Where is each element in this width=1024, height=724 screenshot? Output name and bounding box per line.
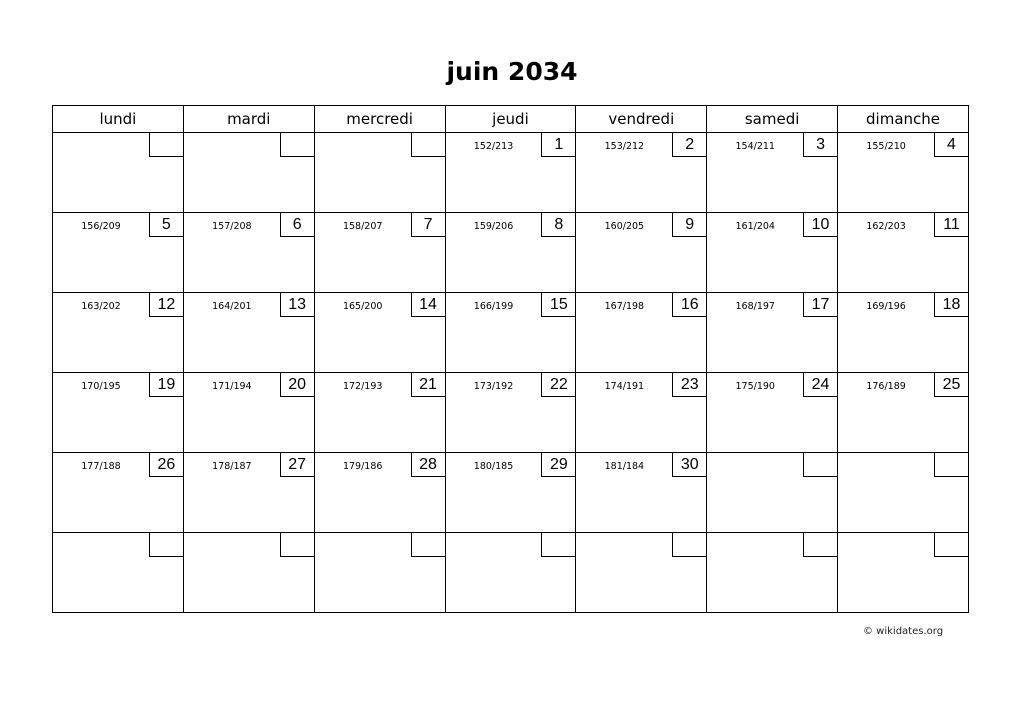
day-number (934, 453, 968, 477)
day-cell (53, 453, 184, 533)
day-number: 14 (411, 293, 445, 317)
day-number: 17 (803, 293, 837, 317)
day-number (149, 133, 183, 157)
week-row (53, 213, 969, 293)
day-cell (576, 213, 707, 293)
day-number: 23 (672, 373, 706, 397)
day-number: 27 (280, 453, 314, 477)
day-number: 25 (934, 373, 968, 397)
day-number: 13 (280, 293, 314, 317)
day-number (149, 533, 183, 557)
day-number: 5 (149, 213, 183, 237)
day-number (934, 533, 968, 557)
day-of-year: 154/211 (735, 141, 775, 152)
day-number: 20 (280, 373, 314, 397)
day-of-year: 165/200 (342, 301, 383, 312)
day-of-year: 156/209 (81, 221, 121, 232)
day-cell (707, 293, 838, 373)
day-number: 18 (934, 293, 968, 317)
day-number: 24 (803, 373, 837, 397)
day-of-year: 152/213 (473, 141, 514, 152)
day-of-year: 181/184 (604, 461, 645, 472)
day-cell (838, 213, 969, 293)
day-of-year: 170/195 (81, 381, 121, 392)
day-number: 15 (541, 293, 575, 317)
day-of-year: 158/207 (342, 221, 383, 232)
day-cell (183, 453, 314, 533)
day-number (411, 533, 445, 557)
day-of-year: 167/198 (604, 301, 645, 312)
day-of-year: 164/201 (212, 301, 252, 312)
day-cell (445, 453, 576, 533)
day-cell (838, 133, 969, 213)
day-number: 7 (411, 213, 445, 237)
weekday-header: jeudi (445, 106, 576, 133)
day-cell (445, 213, 576, 293)
day-of-year: 162/203 (866, 221, 906, 232)
weekday-header: samedi (707, 106, 838, 133)
day-cell (314, 293, 445, 373)
day-cell (53, 293, 184, 373)
day-number: 9 (672, 213, 706, 237)
day-number: 26 (149, 453, 183, 477)
day-cell (445, 533, 576, 613)
calendar-grid (52, 105, 969, 613)
day-of-year: 161/204 (735, 221, 775, 232)
day-number: 16 (672, 293, 706, 317)
day-of-year: 179/186 (342, 461, 383, 472)
copyright-footer: © wikidates.org (863, 626, 944, 637)
day-cell (707, 453, 838, 533)
day-number: 22 (541, 373, 575, 397)
day-cell (314, 533, 445, 613)
day-cell (576, 133, 707, 213)
day-of-year: 172/193 (342, 381, 383, 392)
day-cell (53, 213, 184, 293)
day-cell (53, 133, 184, 213)
day-of-year: 166/199 (473, 301, 514, 312)
day-number: 8 (541, 213, 575, 237)
day-of-year: 175/190 (735, 381, 775, 392)
day-cell (183, 213, 314, 293)
weekday-header: dimanche (838, 106, 969, 133)
day-of-year: 180/185 (473, 461, 514, 472)
weekday-header: vendredi (576, 106, 707, 133)
day-cell (445, 373, 576, 453)
day-of-year: 174/191 (604, 381, 645, 392)
day-cell (707, 133, 838, 213)
day-number (541, 533, 575, 557)
day-cell (838, 453, 969, 533)
day-cell (576, 533, 707, 613)
day-number: 4 (934, 133, 968, 157)
day-number: 19 (149, 373, 183, 397)
day-cell (707, 213, 838, 293)
weekday-header-row (53, 106, 969, 133)
week-row (53, 293, 969, 373)
day-cell (707, 533, 838, 613)
day-number: 21 (411, 373, 445, 397)
day-cell (183, 293, 314, 373)
day-number: 30 (672, 453, 706, 477)
day-of-year: 171/194 (212, 381, 252, 392)
day-number (803, 533, 837, 557)
day-cell (707, 373, 838, 453)
day-of-year: 155/210 (866, 141, 906, 152)
day-number (411, 133, 445, 157)
day-of-year: 168/197 (735, 301, 775, 312)
day-number: 12 (149, 293, 183, 317)
day-number (803, 453, 837, 477)
weekday-header: lundi (53, 106, 184, 133)
calendar-body (53, 133, 969, 613)
day-number: 3 (803, 133, 837, 157)
day-of-year: 163/202 (81, 301, 121, 312)
day-cell (576, 373, 707, 453)
day-of-year: 160/205 (604, 221, 645, 232)
week-row (53, 533, 969, 613)
week-row (53, 373, 969, 453)
day-number (672, 533, 706, 557)
day-cell (445, 293, 576, 373)
day-cell (838, 533, 969, 613)
day-of-year: 153/212 (604, 141, 645, 152)
day-cell (314, 373, 445, 453)
day-number: 28 (411, 453, 445, 477)
day-of-year: 173/192 (473, 381, 514, 392)
weekday-header: mardi (183, 106, 314, 133)
day-number (280, 533, 314, 557)
weekday-header: mercredi (314, 106, 445, 133)
day-cell (314, 453, 445, 533)
day-of-year: 157/208 (212, 221, 252, 232)
week-row (53, 453, 969, 533)
page-title: juin 2034 (446, 57, 578, 86)
day-number: 11 (934, 213, 968, 237)
day-number: 29 (541, 453, 575, 477)
week-row (53, 133, 969, 213)
day-cell (314, 133, 445, 213)
day-cell (314, 213, 445, 293)
day-of-year: 178/187 (212, 461, 252, 472)
day-cell (53, 373, 184, 453)
day-of-year: 176/189 (866, 381, 906, 392)
day-number: 6 (280, 213, 314, 237)
day-cell (183, 533, 314, 613)
day-number (280, 133, 314, 157)
day-cell (576, 293, 707, 373)
day-of-year: 159/206 (473, 221, 514, 232)
day-number: 1 (541, 133, 575, 157)
day-cell (183, 133, 314, 213)
day-cell (445, 133, 576, 213)
day-of-year: 177/188 (81, 461, 121, 472)
day-cell (53, 533, 184, 613)
day-of-year: 169/196 (866, 301, 906, 312)
day-cell (183, 373, 314, 453)
day-number: 2 (672, 133, 706, 157)
day-number: 10 (803, 213, 837, 237)
day-cell (576, 453, 707, 533)
day-cell (838, 293, 969, 373)
day-cell (838, 373, 969, 453)
